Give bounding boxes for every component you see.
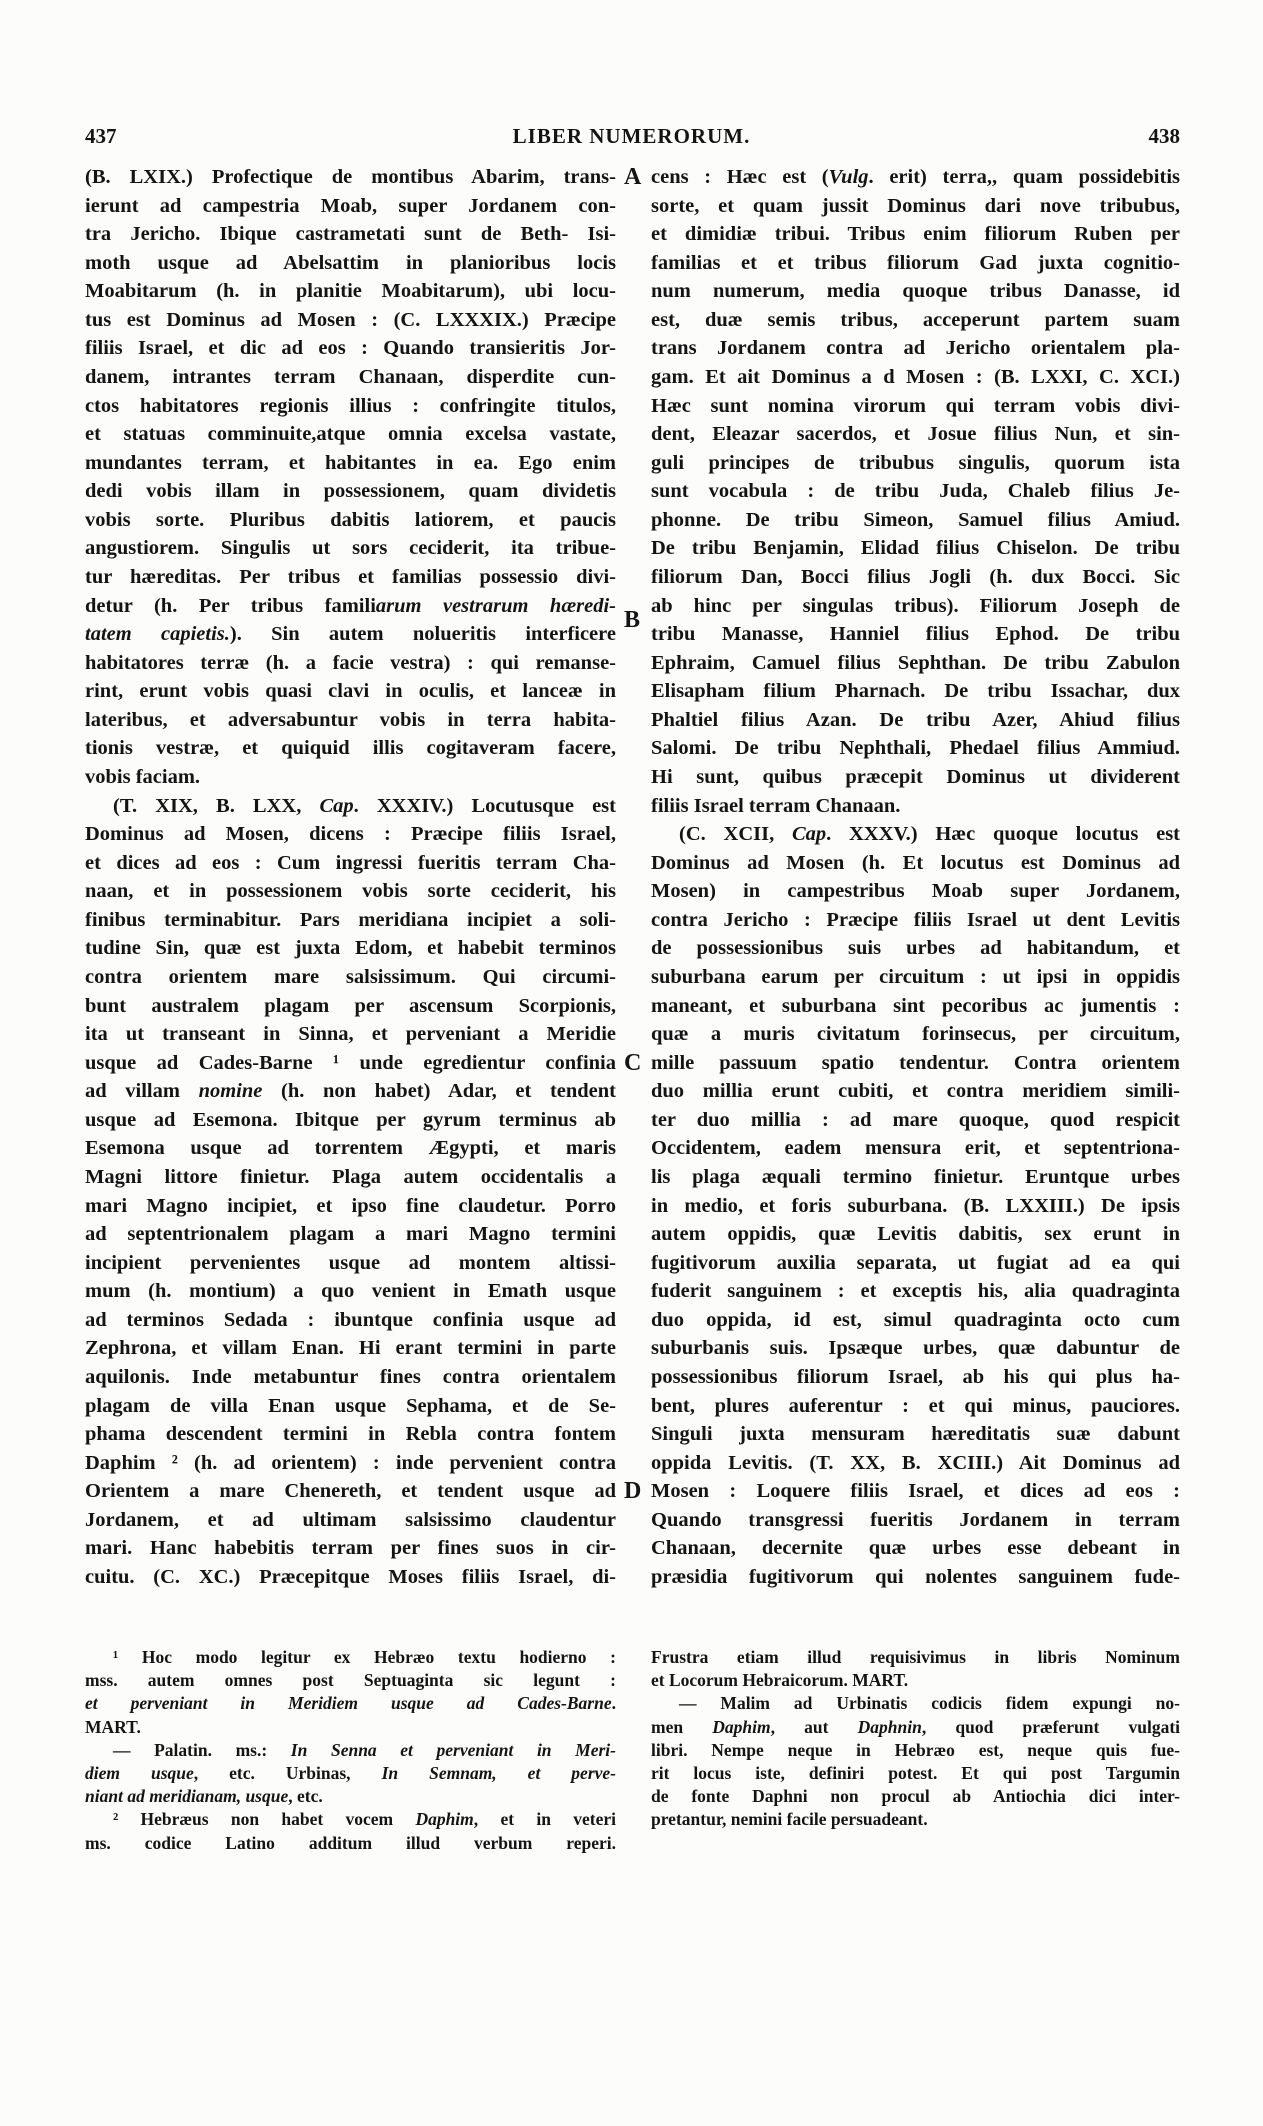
body-line [651,1134,1180,1162]
text-run: Magni littore finietur. Plaga autem occidentalis a [85,1165,616,1188]
italic-text: In Senna et perveniant in Meri- [290,1739,616,1760]
body-line [85,763,616,791]
text-run: ter duo millia : ad mare quoque, quod respicit [651,1108,1180,1131]
text-run: ad villam [85,1080,199,1103]
body-line [651,277,1180,305]
text-run: men [651,1716,713,1737]
body-line [85,1506,616,1534]
footnote-line [85,1716,616,1739]
text-run: Elisapham filium Pharnach. De tribu Issachar, dux [651,680,1180,703]
text-run: , etc. Urbinas, [193,1763,382,1783]
body-line [85,706,616,734]
text-run: Hi sunt, quibus præcepit Dominus ut dividerent [651,765,1180,788]
body-line [85,249,616,277]
body-line [85,1392,616,1420]
text-run: tionis vestræ, et quiquid illis cogitaveram facere, [85,737,616,760]
text-run: suburbanis suis. Ipsæque urbes, quæ dabuntur de [651,1337,1180,1360]
running-title: LIBER NUMERORUM. [512,124,751,148]
body-line [651,563,1180,591]
body-line [85,534,616,562]
body-line [651,534,1180,562]
italic-text: niant ad meridianam, usque [85,1786,289,1807]
text-run: , etc. [288,1786,323,1807]
body-line [651,1249,1180,1277]
text-run: mundantes terram, et habitantes in ea. Ego enim [85,451,616,474]
text-run: guli principes de tribubus singulis, quorum ista [651,451,1180,474]
text-run: sunt vocabula : de tribu Juda, Chaleb filius Je- [651,480,1180,503]
text-run: præsidia fugitivorum qui nolentes sanguinem fude- [651,1565,1180,1588]
body-line [651,1506,1180,1534]
footnote-line [85,1669,616,1692]
body-line [651,1192,1180,1220]
body-line [85,563,616,591]
text-run: dent, Eleazar sacerdos, et Josue filius Nun, et sin- [651,423,1180,446]
text-run: danem, intrantes terram Chanaan, disperdite cun- [85,365,616,388]
body-line [85,1106,616,1134]
text-run: et dices ad eos : Cum ingressi fueritis terram Cha- [85,851,616,874]
italic-text: Cap [791,823,827,846]
body-line [651,820,1180,848]
margin-marker-c: C [624,1050,642,1076]
text-run: mille passuum spatio tendentur. Contra orientem [651,1051,1180,1074]
body-line [651,1020,1180,1048]
text-run: Zephrona, et villam Enan. Hi erant termini in parte [85,1337,616,1360]
text-run: , quod præferunt vulgati [921,1716,1181,1737]
text-run: lateribus, et adversabuntur vobis in terra habita- [85,708,616,731]
text-run: Mosen : Loquere filiis Israel, et dices ad eos : [651,1480,1180,1503]
text-run: Moabitarum (h. in planitie Moabitarum), ubi locu- [85,280,616,303]
body-line [651,649,1180,677]
text-run: Jordanem, et ad ultimam salsissimo claudentur [85,1508,616,1531]
text-run: trans Jordanem contra ad Jericho orientalem pla- [651,337,1180,360]
text-run: Occidentem, eadem mensura erit, et septentriona- [651,1137,1180,1160]
footnote-line [85,1832,616,1855]
text-run: libri. Nempe neque in Hebræo est, neque quis fue- [651,1739,1180,1760]
italic-text: In Semnam, et perve- [381,1763,616,1783]
text-run: Orientem a mare Chenereth, et tendent usque ad [85,1480,616,1503]
body-line [651,192,1180,220]
body-line [85,1420,616,1448]
body-line [85,1363,616,1391]
text-run: vobis faciam. [85,765,201,788]
text-run: tus est Dominus ad Mosen : (C. LXXXIX.) Præcipe [85,308,616,331]
body-line [651,220,1180,248]
body-line [651,763,1180,791]
text-run: mari. Hanc habebitis terram per fines suos in cir- [85,1537,616,1560]
body-line [651,334,1180,362]
text-run: mari Magno incipiet, et ipso fine claudetur. Porro [85,1194,616,1217]
body-line [85,477,616,505]
body-line [651,906,1180,934]
text-run: . XXXV.) Hæc quoque locutus est [826,823,1180,846]
body-line [651,1277,1180,1305]
body-line [85,649,616,677]
body-line [85,1534,616,1562]
text-run: suburbana earum per circuitum : ut ipsi in oppidis [651,965,1180,988]
body-line [651,963,1180,991]
italic-text: tatem capietis. [85,623,230,646]
body-line [85,449,616,477]
body-line [85,1449,616,1477]
body-line [85,592,616,620]
text-run: tribu Manasse, Hanniel filius Ephod. De tribu [651,623,1180,646]
body-line [651,620,1180,648]
text-run: filiorum Dan, Bocci filius Jogli (h. dux Bocci. Sic [651,565,1180,588]
body-line [651,1392,1180,1420]
body-line [85,1563,616,1591]
text-run: de fonte Daphni non procul ab Antiochia dici inter- [651,1786,1180,1807]
body-line [651,1077,1180,1105]
text-run: Daphim ² (h. ad orientem) : inde pervenient contra [85,1451,616,1474]
text-run: De tribu Benjamin, Elidad filius Chiselon. De tribu [651,537,1180,560]
page-number-left: 437 [85,124,117,148]
body-line [651,1563,1180,1591]
text-run: ita ut transeant in Sinna, et perveniant a Meridie [85,1023,616,1046]
body-line [651,1049,1180,1077]
body-line [85,1020,616,1048]
body-line [651,1106,1180,1134]
text-run: phonne. De tribu Simeon, Samuel filius Amiud. [651,508,1180,531]
body-line [651,992,1180,1020]
italic-text: Daphim [712,1716,771,1737]
text-run: vobis sorte. Pluribus dabitis latiorem, et paucis [85,508,616,531]
text-run: usque ad Esemona. Ibitque per gyrum terminus ab [85,1108,616,1131]
body-line [85,963,616,991]
text-run: filiis Israel, et dic ad eos : Quando transieritis Jor- [85,337,616,360]
footnote-line [651,1808,1180,1831]
body-line [85,677,616,705]
text-run: (B. LXIX.) Profectique de montibus Abarim, trans- [85,166,616,188]
text-run: Hæc sunt nomina virorum qui terram vobis divi- [651,394,1180,417]
italic-text: arum vestrarum hæredi- [375,594,616,617]
margin-marker-a: A [624,164,642,190]
body-line [85,820,616,848]
body-line [85,192,616,220]
text-run: maneant, et suburbana sint pecoribus ac jumentis : [651,994,1180,1017]
body-line [85,1277,616,1305]
text-run: ² Hebræus non habet vocem [113,1809,416,1830]
margin-marker-b: B [624,607,641,633]
body-line [85,1163,616,1191]
body-line [85,220,616,248]
text-run: usque ad Cades-Barne ¹ unde egredientur confinia [85,1051,616,1074]
body-line [85,392,616,420]
body-line [85,934,616,962]
body-line [651,849,1180,877]
body-line [85,163,616,191]
footnote-line [85,1785,616,1808]
text-run: num numerum, media quoque tribus Danasse, id [651,280,1180,303]
body-line [85,1192,616,1220]
footnote-line [651,1646,1180,1669]
footnote-line [651,1762,1180,1785]
text-run: — Malim ad Urbinatis codicis fidem expungi no- [679,1693,1180,1714]
text-run: contra Jericho : Præcipe filiis Israel ut dent Levitis [651,908,1180,931]
text-run: MART. [85,1716,141,1737]
body-line [85,620,616,648]
text-run: Quando transgressi fueritis Jordanem in terram [651,1508,1180,1531]
text-run: , et in veteri [473,1809,616,1830]
text-run: et Locorum Hebraicorum. MART. [651,1670,909,1691]
body-line [85,334,616,362]
text-run: Dominus ad Mosen, dicens : Præcipe filiis Israel, [85,823,616,846]
body-line [651,1363,1180,1391]
text-run: gam. Et ait Dominus a d Mosen : (B. LXXI, C. XCI.) [651,365,1180,388]
footnote-line [85,1692,616,1715]
text-run: Esemona usque ad torrentem Ægypti, et maris [85,1137,616,1160]
italic-text: Daphnin [857,1716,922,1737]
text-run: contra orientem mare salsissimum. Qui circumi- [85,965,616,988]
text-run: fuderit sanguinem : et exceptis his, alia quadraginta [651,1280,1180,1303]
body-line [651,1334,1180,1362]
text-run: habitatores terræ (h. a facie vestra) : qui remanse- [85,651,616,674]
footnote-line [651,1669,1180,1692]
body-line [85,306,616,334]
body-line [651,420,1180,448]
body-line [85,849,616,877]
text-run: tur hæreditas. Per tribus et familias possessio divi- [85,565,616,588]
text-run: bent, plures auferentur : et qui minus, pauciores. [651,1394,1180,1417]
text-run: ab hinc per singulas tribus). Filiorum Joseph de [651,594,1180,617]
body-line [651,1477,1180,1505]
text-run: et dimidiæ tribui. Tribus enim filiorum Ruben per [651,223,1180,246]
footnote-line [85,1739,616,1762]
body-line [651,1306,1180,1334]
body-line [651,163,1180,191]
body-line [651,392,1180,420]
text-run: tudine Sin, quæ est juxta Edom, et habebit terminos [85,937,616,960]
body-line [651,1420,1180,1448]
text-run: de possessionibus suis urbes ad habitandum, et [651,937,1180,960]
text-run: ¹ Hoc modo legitur ex Hebræo textu hodierno : [113,1647,616,1667]
text-run: sorte, et quam jussit Dominus dari nove tribubus, [651,194,1180,217]
text-run: Singuli juxta mensuram hæreditatis suæ dabunt [651,1423,1180,1446]
text-run: — Palatin. ms.: [113,1739,291,1760]
body-line [85,420,616,448]
body-line [651,677,1180,705]
text-run: Mosen) in campestribus Moab super Jordanem, [651,880,1180,903]
italic-text: Daphim [415,1809,474,1830]
text-run: familias et et tribus filiorum Gad juxta cognitio- [651,251,1180,274]
text-run: tra Jericho. Ibique castrametati sunt de Beth- Isi- [85,223,616,246]
body-line [85,277,616,305]
body-line [651,506,1180,534]
text-run: ad septentrionalem plagam a mari Magno termini [85,1223,616,1246]
text-run: in medio, et foris suburbana. (B. LXXIII.) De ipsis [651,1194,1180,1217]
text-run: Dominus ad Mosen (h. Et locutus est Dominus ad [651,851,1180,874]
text-run: rit locus iste, definiri potest. Et qui post Targumin [651,1763,1180,1783]
text-run: rint, erunt vobis quasi clavi in oculis, et lanceæ in [85,680,616,703]
body-line [651,792,1180,820]
text-run: naan, et in possessionem vobis sorte ceciderit, his [85,880,616,903]
text-run: ad terminos Sedada : ibuntque confinia usque ad [85,1308,616,1331]
body-line [85,992,616,1020]
body-line [85,1334,616,1362]
body-line [85,1220,616,1248]
body-line [85,1306,616,1334]
text-run: aquilonis. Inde metabuntur fines contra orientalem [85,1365,616,1388]
body-line [651,306,1180,334]
body-line [85,792,616,820]
text-run: duo millia erunt cubiti, et contra meridiem simili- [651,1080,1180,1103]
text-run: ctos habitatores regionis illius : confringite titulos, [85,394,616,417]
body-line [651,477,1180,505]
text-run: moth usque ad Abelsattim in planioribus locis [85,251,616,274]
body-line [85,1249,616,1277]
text-run: cens : Hæc est ( [651,166,829,188]
text-run: autem oppidis, quæ Levitis dabitis, sex erunt in [651,1223,1180,1246]
italic-text: diem usque [85,1763,194,1783]
text-run: pretantur, nemini facile persuadeant. [651,1809,928,1830]
text-run: filiis Israel terram Chanaan. [651,794,901,817]
italic-text: et perveniant in Meridiem usque ad Cades-Barne [85,1693,612,1714]
body-line [85,734,616,762]
text-run: est, duæ semis tribus, acceperunt partem suam [651,308,1180,331]
text-run: oppida Levitis. (T. XX, B. XCIII.) Ait Dominus ad [651,1451,1180,1474]
text-run: plagam de villa Enan usque Sephama, et de Se- [85,1394,616,1417]
text-run: . erit) terra,, quam possidebitis [868,166,1181,188]
body-line [85,877,616,905]
text-run: mss. autem omnes post Septuaginta sic legunt : [85,1670,616,1691]
body-line [651,934,1180,962]
footnote-line [651,1739,1180,1762]
text-run: ms. codice Latino additum illud verbum reperi. [85,1832,616,1853]
text-run: mum (h. montium) a quo venient in Emath usque [85,1280,616,1303]
body-line [651,592,1180,620]
body-line [651,1449,1180,1477]
body-line [85,1077,616,1105]
body-line [85,1049,616,1077]
text-run: incipient pervenientes usque ad montem altissi- [85,1251,616,1274]
text-run: duo oppida, id est, simul quadraginta octo cum [651,1308,1180,1331]
text-run: ierunt ad campestria Moab, super Jordanem con- [85,194,616,217]
text-run: angustiorem. Singulis ut sors ceciderit, ita tribue- [85,537,616,560]
text-run: (C. XCII, [679,823,792,846]
page-number-right: 438 [1148,124,1180,148]
text-run: lis plaga æquali termino finietur. Eruntque urbes [651,1165,1180,1188]
body-line [651,1534,1180,1562]
body-line [85,1477,616,1505]
body-line [85,1134,616,1162]
text-run: Frustra etiam illud requisivimus in libris Nominum [651,1647,1180,1667]
body-line [651,877,1180,905]
text-run: Salomi. De tribu Nephthali, Phedael filius Ammiud. [651,737,1180,760]
text-run: quæ a muris civitatum forinsecus, per circuitum, [651,1023,1180,1046]
body-line [651,449,1180,477]
body-line [651,363,1180,391]
body-line [85,363,616,391]
footnote-line [651,1692,1180,1715]
margin-marker-d: D [624,1478,642,1504]
body-line [651,1163,1180,1191]
italic-text: nomine [198,1080,263,1103]
body-line [651,249,1180,277]
footnote-line [85,1808,616,1831]
footnote-line [85,1646,616,1669]
text-run: , aut [770,1716,858,1737]
footnote-line [85,1762,616,1785]
italic-text: Vulg [828,166,869,188]
text-run: fugitivorum auxilia separata, ut fugiat ad ea qui [651,1251,1180,1274]
text-run: bunt australem plagam per ascensum Scorpionis, [85,994,616,1017]
footnote-line [651,1716,1180,1739]
text-run: . [611,1693,616,1714]
text-run: phama descendent termini in Rebla contra fontem [85,1423,616,1446]
text-run: cuitu. (C. XC.) Præcepitque Moses filiis Israel, di- [85,1565,616,1588]
body-line [651,734,1180,762]
text-run: Ephraim, Camuel filius Sephthan. De tribu Zabulon [651,651,1180,674]
text-run: ). Sin autem nolueritis interficere [229,623,616,646]
text-run: (T. XIX, B. LXX, [113,794,320,817]
body-line [651,1220,1180,1248]
text-run: Chanaan, decernite quæ urbes esse debeant in [651,1537,1180,1560]
body-line [85,506,616,534]
text-run: dedi vobis illam in possessionem, quam dividetis [85,480,616,503]
text-run: . XXXIV.) Locutusque est [353,794,616,817]
text-run: (h. non habet) Adar, et tendent [262,1080,616,1103]
text-run: detur (h. Per tribus famili [85,594,376,617]
footnote-line [651,1785,1180,1808]
italic-text: Cap [319,794,354,817]
text-run: finibus terminabitur. Pars meridiana incipiet a soli- [85,908,616,931]
text-run: Phaltiel filius Azan. De tribu Azer, Ahiud filius [651,708,1180,731]
body-line [85,906,616,934]
text-run: et statuas comminuite,atque omnia excelsa vastate, [85,423,616,446]
text-run: possessionibus filiorum Israel, ab his qui plus ha- [651,1365,1180,1388]
body-line [651,706,1180,734]
